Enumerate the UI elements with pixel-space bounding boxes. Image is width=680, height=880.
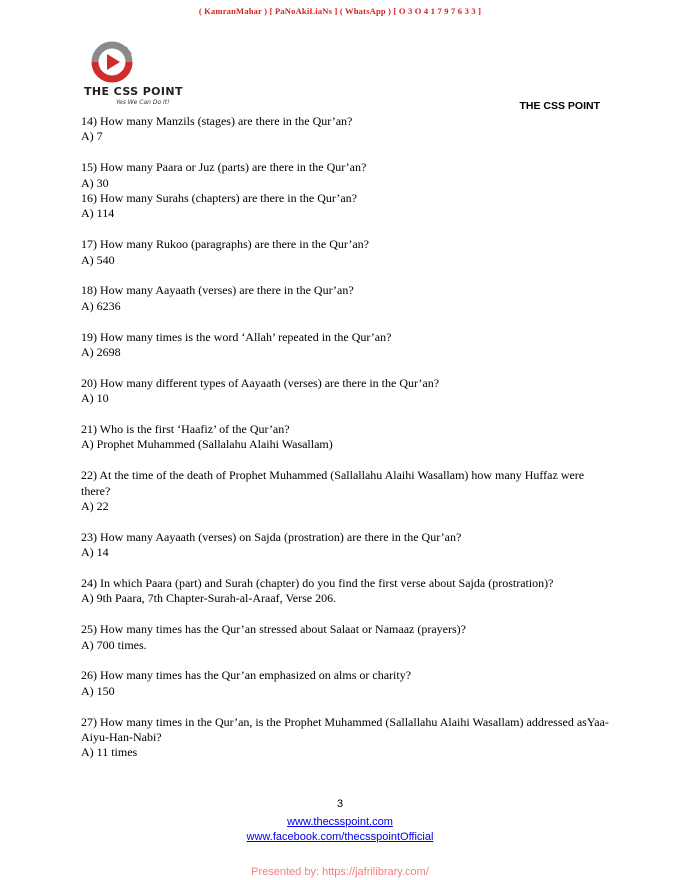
- answer: A) 10: [81, 391, 109, 406]
- question: 19) How many times is the word ‘Allah’ repeated in the Qur’an?: [81, 329, 392, 344]
- question: 20) How many different types of Aayaath (verses) are there in the Qur’an?: [81, 375, 440, 390]
- qa-item: [81, 376, 611, 407]
- answer: A) 22: [81, 499, 109, 514]
- page-number: 3: [336, 798, 344, 810]
- qa-item: [81, 237, 611, 268]
- answer: A) 14: [81, 545, 109, 560]
- answer: A) 11 times: [81, 745, 138, 760]
- qa-item: [81, 715, 611, 761]
- qa-item: [81, 530, 611, 561]
- website-link[interactable]: www.thecsspoint.com: [287, 816, 393, 828]
- answer: A) 150: [81, 683, 115, 698]
- qa-item: [81, 160, 611, 191]
- qa-item: [81, 668, 611, 699]
- qa-item: [81, 191, 611, 222]
- qa-item: [81, 422, 611, 453]
- qa-item: [81, 622, 611, 653]
- qa-item: [81, 468, 611, 514]
- qa-item: [81, 114, 611, 145]
- facebook-link[interactable]: www.facebook.com/thecsspointOfficial: [246, 831, 434, 843]
- qa-item: [81, 283, 611, 314]
- top-banner: ( KamranMahar ) [ PaNoAkiLiaNs ] ( WhatsApp ) [ O 3 O 4 1 7 9 7 6 3 3 ]: [198, 6, 482, 16]
- question: 17) How many Rukoo (paragraphs) are there in the Qur’an?: [81, 237, 370, 252]
- css-point-logo-icon: [90, 40, 134, 84]
- answer: A) 6236: [81, 298, 121, 313]
- answer: A) 114: [81, 206, 115, 221]
- question: 22) At the time of the death of Prophet Muhammed (Sallallahu Alaihi Wasallam) how many Huffaz were there?: [81, 468, 585, 498]
- logo-tagline: Yes We Can Do It!: [116, 99, 170, 106]
- question: 21) Who is the first ‘Haafiz’ of the Qur’an?: [81, 422, 290, 437]
- question: 18) How many Aayaath (verses) are there in the Qur’an?: [81, 283, 354, 298]
- answer: A) 30: [81, 175, 109, 190]
- logo-title: THE CSS POINT: [84, 85, 183, 98]
- qa-item: [81, 576, 611, 607]
- question: 24) In which Paara (part) and Surah (chapter) do you find the first verse about Sajda (prostration)?: [81, 576, 554, 591]
- header-site-name: THE CSS POINT: [519, 100, 600, 112]
- qa-item: [81, 330, 611, 361]
- facebook-link-row: [0, 827, 680, 845]
- presented-by-watermark: Presented by: https://jafrilibrary.com/: [251, 866, 429, 878]
- question: 26) How many times has the Qur’an emphasized on alms or charity?: [81, 668, 412, 683]
- answer: A) 540: [81, 252, 115, 267]
- question: 14) How many Manzils (stages) are there in the Qur’an?: [81, 114, 353, 128]
- question: 15) How many Paara or Juz (parts) are there in the Qur’an?: [81, 160, 367, 175]
- answer: A) 700 times.: [81, 637, 147, 652]
- question: 27) How many times in the Qur’an, is the Prophet Muhammed (Sallallahu Alaihi Wasallam) addressed asYaa-Aiyu-Han-Nabi?: [81, 714, 609, 745]
- question: 23) How many Aayaath (verses) on Sajda (prostration) are there in the Qur’an?: [81, 529, 462, 544]
- question: 25) How many times has the Qur’an stressed about Salaat or Namaaz (prayers)?: [81, 622, 466, 637]
- answer: A) 7: [81, 129, 103, 144]
- question: 16) How many Surahs (chapters) are there in the Qur’an?: [81, 191, 358, 206]
- qa-list: [81, 114, 611, 761]
- answer: A) Prophet Muhammed (Sallalahu Alaihi Wasallam): [81, 437, 333, 452]
- answer: A) 9th Paara, 7th Chapter-Surah-al-Araaf, Verse 206.: [81, 591, 337, 606]
- logo: [84, 40, 194, 112]
- answer: A) 2698: [81, 345, 121, 360]
